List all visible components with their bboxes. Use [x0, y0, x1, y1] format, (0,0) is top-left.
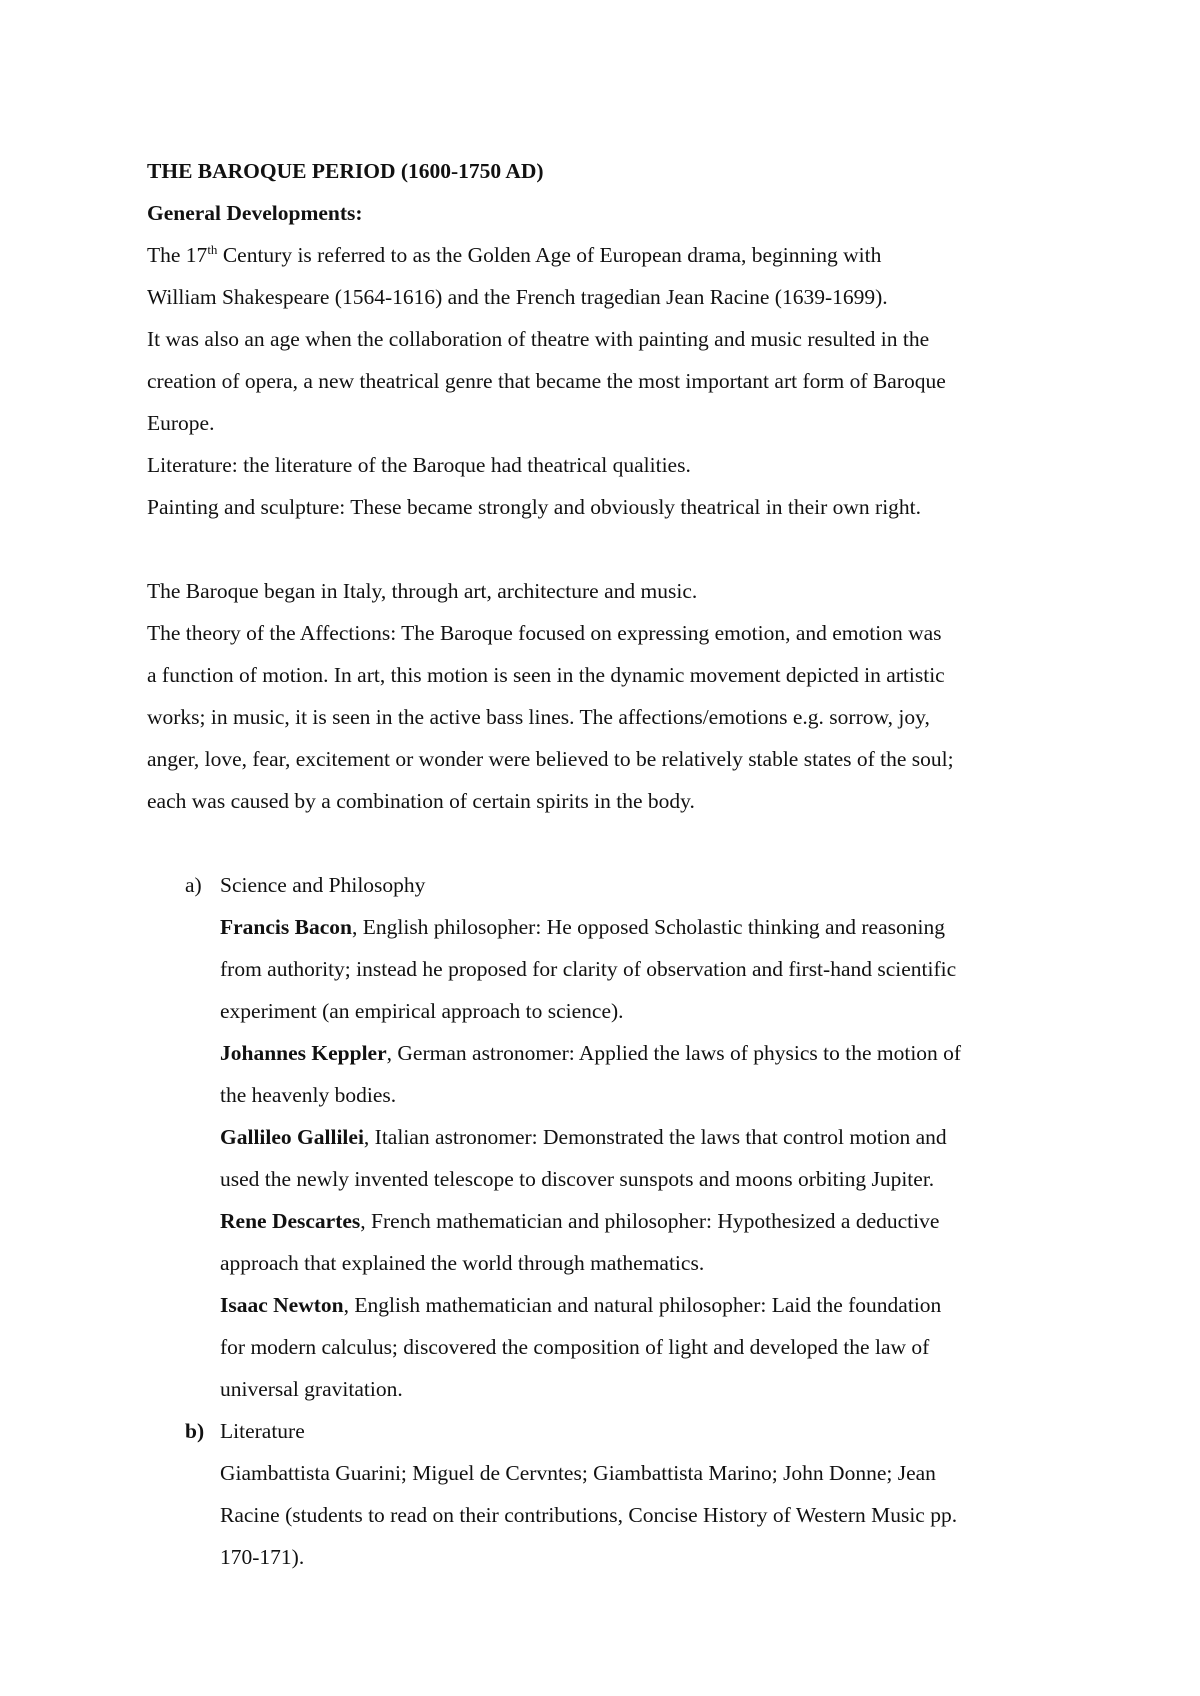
list-marker: b)	[185, 1419, 205, 1443]
person-name: Francis Bacon	[220, 915, 352, 939]
text-line: Racine (students to read on their contributions, Concise History of Western Music pp.	[220, 1503, 958, 1527]
person-name: Gallileo Gallilei	[220, 1125, 364, 1149]
person-name: Isaac Newton	[220, 1293, 344, 1317]
list-item-label: Science and Philosophy	[220, 873, 426, 897]
person-name: Johannes Keppler	[220, 1041, 387, 1065]
document-title: THE BAROQUE PERIOD (1600-1750 AD)	[147, 159, 544, 183]
list-item-literature	[147, 1410, 1067, 1578]
list-item-science	[147, 864, 1067, 1410]
text-line: the heavenly bodies.	[220, 1083, 397, 1107]
section-heading: General Developments:	[147, 201, 363, 225]
text-line: Johannes Keppler, German astronomer: Applied the laws of physics to the motion of	[220, 1041, 962, 1065]
text-line: Gallileo Gallilei, Italian astronomer: Demonstrated the laws that control motion and	[220, 1125, 947, 1149]
list-item-label: Literature	[220, 1419, 305, 1443]
text-line: each was caused by a combination of certain spirits in the body.	[147, 789, 695, 813]
text-line: 170-171).	[220, 1545, 305, 1569]
text-line: Francis Bacon, English philosopher: He opposed Scholastic thinking and reasoning	[220, 915, 945, 939]
text-line: for modern calculus; discovered the composition of light and developed the law of	[220, 1335, 930, 1359]
text-line: experiment (an empirical approach to science).	[220, 999, 624, 1023]
text-line: Painting and sculpture: These became strongly and obviously theatrical in their own right.	[147, 495, 922, 519]
document-body	[147, 150, 1067, 1578]
topic-list	[147, 864, 1067, 1578]
text-line: The theory of the Affections: The Baroque focused on expressing emotion, and emotion was	[147, 621, 942, 645]
text-line: It was also an age when the collaboration of theatre with painting and music resulted in the	[147, 327, 930, 351]
person-name: Rene Descartes	[220, 1209, 361, 1233]
list-marker: a)	[185, 873, 202, 897]
text-line: Giambattista Guarini; Miguel de Cervntes; Giambattista Marino; John Donne; Jean	[220, 1461, 936, 1485]
text-line: approach that explained the world through mathematics.	[220, 1251, 705, 1275]
text-line: William Shakespeare (1564-1616) and the French tragedian Jean Racine (1639-1699).	[147, 285, 888, 309]
superscript: th	[207, 241, 218, 257]
text-line: The Baroque began in Italy, through art, architecture and music.	[147, 579, 698, 603]
text-line: Isaac Newton, English mathematician and natural philosopher: Laid the foundation	[220, 1293, 942, 1317]
text-line: Literature: the literature of the Baroque had theatrical qualities.	[147, 453, 691, 477]
text-line: works; in music, it is seen in the active bass lines. The affections/emotions e.g. sorrow, joy,	[147, 705, 930, 729]
text-line: creation of opera, a new theatrical genre that became the most important art form of Baroque	[147, 369, 946, 393]
text-line: used the newly invented telescope to discover sunspots and moons orbiting Jupiter.	[220, 1167, 935, 1191]
text-line: from authority; instead he proposed for clarity of observation and first-hand scientific	[220, 957, 957, 981]
text-line: Rene Descartes, French mathematician and philosopher: Hypothesized a deductive	[220, 1209, 940, 1233]
spacer	[147, 528, 1067, 570]
text-line: anger, love, fear, excitement or wonder were believed to be relatively stable states of the soul;	[147, 747, 954, 771]
text-line: The 17th Century is referred to as the Golden Age of European drama, beginning with	[147, 241, 882, 267]
intro-paragraph	[147, 234, 1067, 528]
spacer	[147, 822, 1067, 864]
baroque-paragraph	[147, 570, 1067, 822]
text-line: Europe.	[147, 411, 215, 435]
text-line: universal gravitation.	[220, 1377, 403, 1401]
text-line: a function of motion. In art, this motion is seen in the dynamic movement depicted in artistic	[147, 663, 945, 687]
